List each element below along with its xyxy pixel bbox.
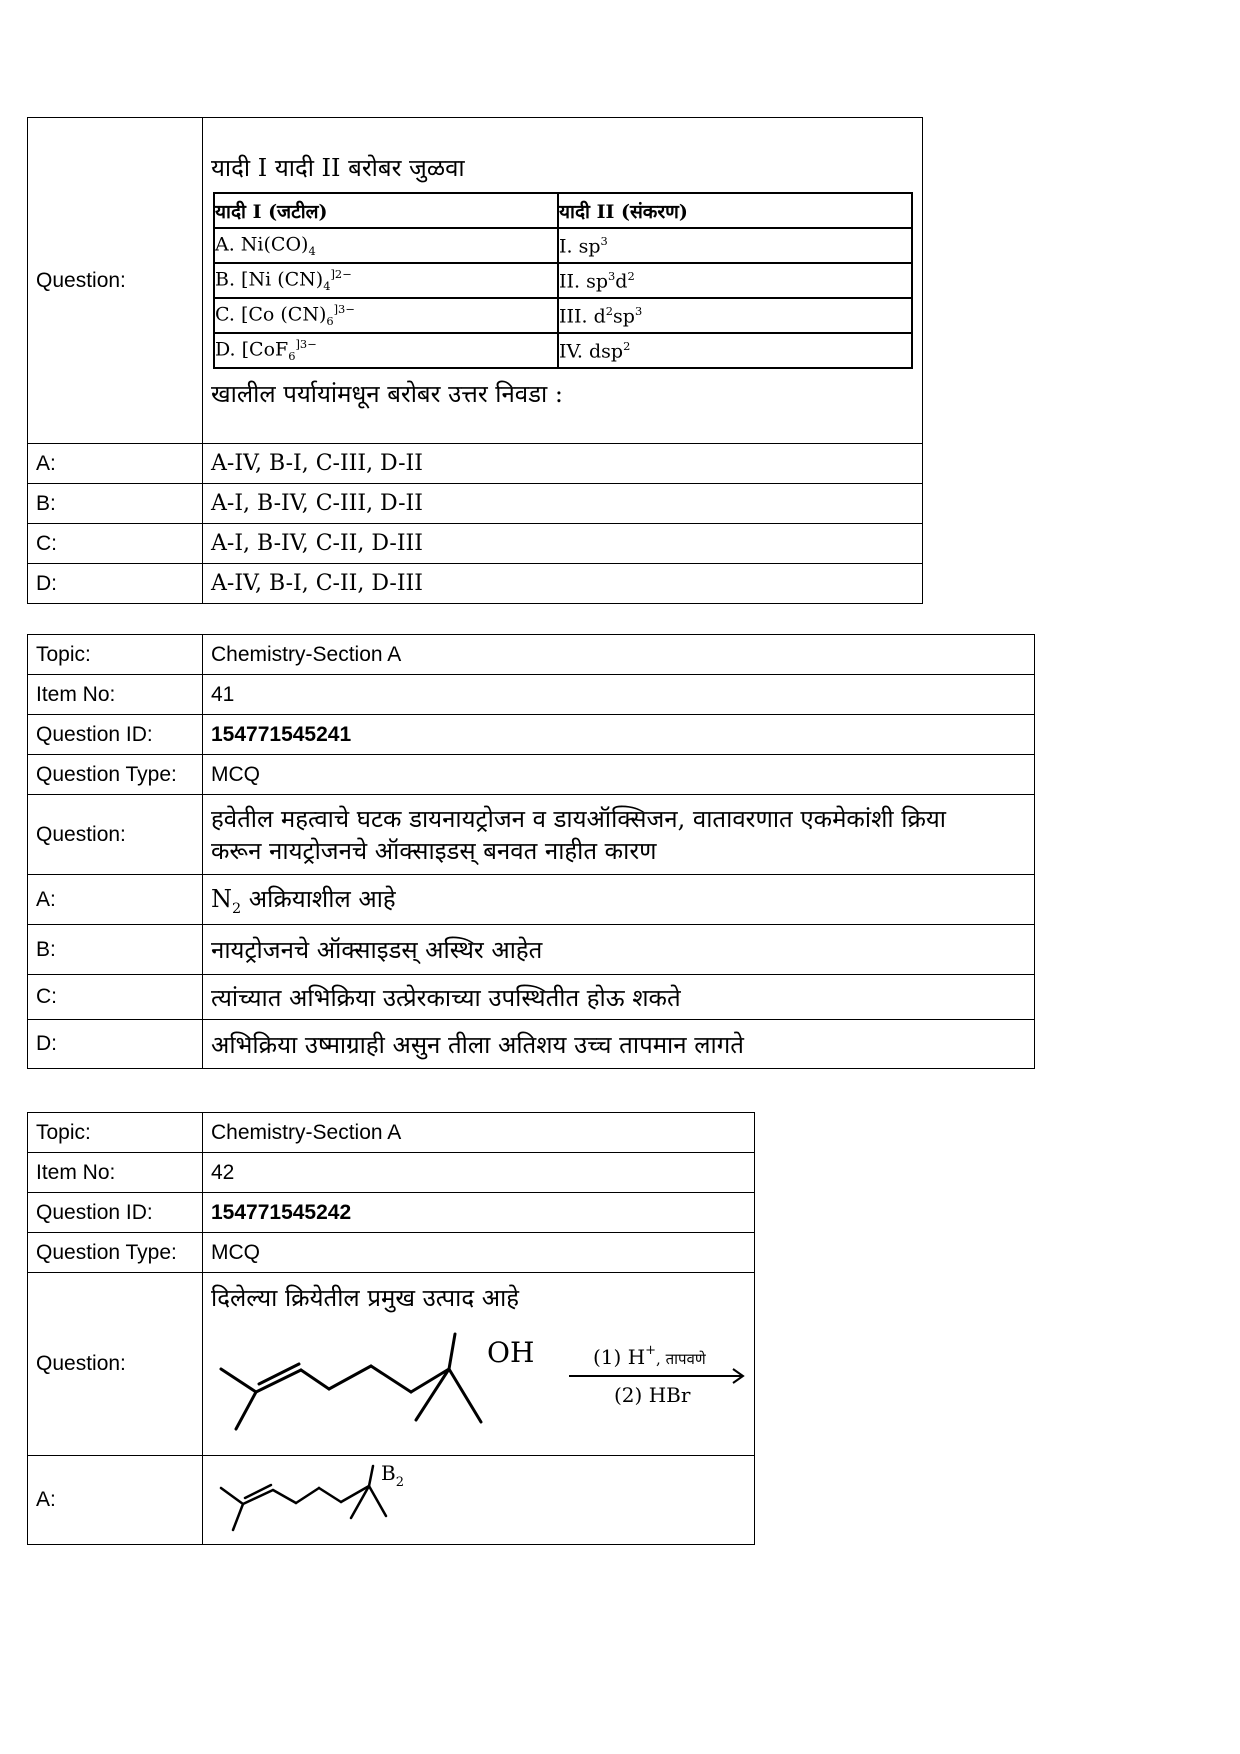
question-type-value: MCQ — [203, 755, 1035, 795]
condition-2: (2) HBr — [614, 1383, 691, 1407]
match-row — [214, 228, 912, 263]
question-label: Question: — [28, 795, 203, 875]
match-row — [214, 333, 912, 368]
topic-value: Chemistry-Section A — [203, 1113, 755, 1153]
bromine-label: $B_2$ — [381, 1460, 404, 1490]
question-label: Question: — [28, 118, 203, 444]
item-no-label: Item No: — [28, 1153, 203, 1193]
question-id-value: 154771545241 — [203, 715, 1035, 755]
list-1-item-a: A. $Ni(CO)_4$ — [214, 228, 558, 263]
item-no-value: 41 — [203, 675, 1035, 715]
reaction-arrow — [569, 1369, 743, 1383]
product-skeletal-structure — [211, 1458, 451, 1538]
option-d-label: D: — [28, 564, 203, 604]
question-42-text: दिलेल्या क्रियेतील प्रमुख उत्पाद आहे — [211, 1284, 520, 1312]
option-a-text[interactable]: $N_2$ अक्रियाशील आहे — [203, 875, 1035, 925]
condition-1: (1) $H^+_{, तापवणे}$ — [593, 1343, 706, 1369]
question-id-value: 154771545242 — [203, 1193, 755, 1233]
option-c-label: C: — [28, 524, 203, 564]
question-42-table — [27, 1112, 755, 1545]
question-type-label: Question Type: — [28, 755, 203, 795]
question-label: Question: — [28, 1273, 203, 1456]
list-2-item-i: I. $sp^3$ — [558, 228, 912, 263]
option-a-structure[interactable] — [203, 1456, 755, 1545]
option-a-label: A: — [28, 444, 203, 484]
list-1-item-d: D. [CoF$_6^{]3-}$ — [214, 333, 558, 368]
item-no-label: Item No: — [28, 675, 203, 715]
option-a-label: A: — [28, 875, 203, 925]
match-list-table — [213, 192, 913, 369]
list-2-item-ii: II. $sp^3d^2$ — [558, 263, 912, 298]
question-type-value: MCQ — [203, 1233, 755, 1273]
option-c-label: C: — [28, 975, 203, 1020]
list-1-header: यादी I (जटील) — [214, 193, 558, 228]
match-row — [214, 263, 912, 298]
question-41-table — [27, 634, 1035, 1069]
question-42-body — [203, 1273, 755, 1456]
list-2-item-iv: IV. dsp$^2$ — [558, 333, 912, 368]
option-a-label: A: — [28, 1456, 203, 1545]
option-b-text[interactable]: नायट्रोजनचे ऑक्साइडस् अस्थिर आहेत — [203, 925, 1035, 975]
option-b-label: B: — [28, 484, 203, 524]
hydroxyl-label: OH — [487, 1336, 535, 1369]
match-row — [214, 298, 912, 333]
question-type-label: Question Type: — [28, 1233, 203, 1273]
question-40-intro: यादी I यादी II बरोबर जुळवा — [211, 154, 465, 182]
list-1-item-b: B. [Ni $(CN)_4^{]2-}$ — [214, 263, 558, 298]
reaction-scheme — [211, 1314, 761, 1444]
list-2-header: यादी II (संकरण) — [558, 193, 912, 228]
option-c-text[interactable]: A-I, B-IV, C-II, D-III — [203, 524, 923, 564]
topic-label: Topic: — [28, 1113, 203, 1153]
list-2-item-iii: III. $d^2sp^3$ — [558, 298, 912, 333]
option-b-label: B: — [28, 925, 203, 975]
question-id-label: Question ID: — [28, 715, 203, 755]
list-1-item-c: C. [Co $(CN)_6^{]3-}$ — [214, 298, 558, 333]
option-c-text[interactable]: त्यांच्यात अभिक्रिया उत्प्रेरकाच्या उपस्थितीत होऊ शकते — [203, 975, 1035, 1020]
question-41-text: हवेतील महत्वाचे घटक डायनायट्रोजन व डायऑक्सिजन, वातावरणात एकमेकांशी क्रिया करून नायट्रोजनचे ऑक्साइडस् बनवत नाहीत कारण — [203, 795, 1035, 875]
topic-label: Topic: — [28, 635, 203, 675]
question-40-body — [203, 118, 923, 444]
topic-value: Chemistry-Section A — [203, 635, 1035, 675]
question-40-table — [27, 117, 923, 604]
item-no-value: 42 — [203, 1153, 755, 1193]
option-d-label: D: — [28, 1020, 203, 1069]
option-d-text[interactable]: A-IV, B-I, C-II, D-III — [203, 564, 923, 604]
reactant-skeletal-structure — [221, 1334, 481, 1429]
question-40-outro: खालील पर्यायांमधून बरोबर उत्तर निवडा : — [211, 380, 563, 408]
question-id-label: Question ID: — [28, 1193, 203, 1233]
option-a-text[interactable]: A-IV, B-I, C-III, D-II — [203, 444, 923, 484]
option-b-text[interactable]: A-I, B-IV, C-III, D-II — [203, 484, 923, 524]
option-d-text[interactable]: अभिक्रिया उष्माग्राही असुन तीला अतिशय उच्च तापमान लागते — [203, 1020, 1035, 1069]
